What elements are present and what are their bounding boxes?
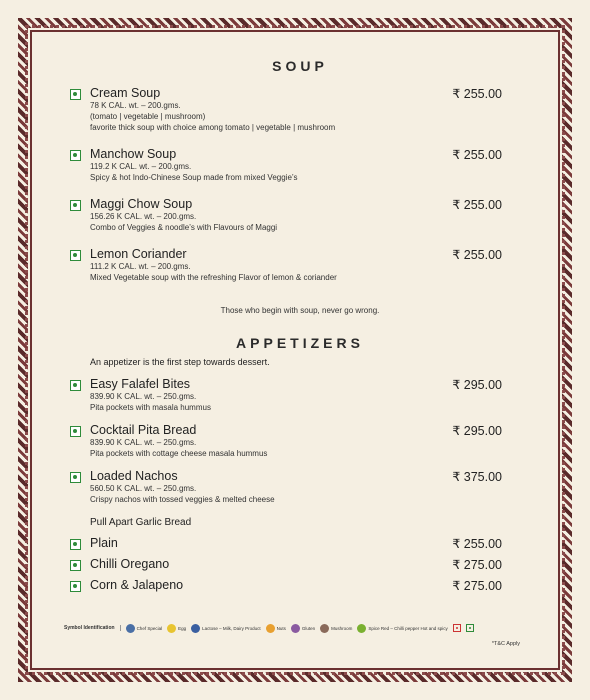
legend-label: Mushroom <box>331 625 353 631</box>
legend-gluten <box>291 624 315 633</box>
legend-spice <box>357 624 447 633</box>
menu-item <box>70 578 510 592</box>
legend-egg <box>167 624 186 633</box>
veg-icon <box>70 560 81 571</box>
item-options: (tomato | vegetable | mushroom) <box>90 112 206 121</box>
item-description: Combo of Veggies & noodle’s with Flavours of Maggi <box>90 223 278 232</box>
item-calories: 78 K CAL. wt. – 200.gms. <box>90 101 181 110</box>
item-name: Maggi Chow Soup <box>90 197 193 211</box>
item-name: Cream Soup <box>90 86 161 100</box>
menu-item <box>70 377 510 413</box>
veg-icon <box>70 380 81 391</box>
item-name: Plain <box>90 536 118 550</box>
item-price: ₹ 295.00 <box>452 378 502 392</box>
menu-item <box>70 86 510 133</box>
veg-icon <box>70 89 81 100</box>
item-name: Manchow Soup <box>90 147 177 161</box>
item-price: ₹ 255.00 <box>452 87 502 101</box>
legend-label: Gluten <box>301 625 316 631</box>
item-calories: 839.90 K CAL. wt. – 250.gms. <box>90 392 197 401</box>
veg-icon <box>70 539 81 550</box>
legend-label: Spice Red – Chilli pepper Hot and spicy <box>368 625 448 631</box>
legend-label: Lactose – Milk, Dairy Product <box>202 625 261 631</box>
appetizers-intro: An appetizer is the first step towards dessert. <box>90 357 270 367</box>
chilli-icon <box>357 624 366 633</box>
item-description: Spicy & hot Indo-Chinese Soup made from mixed Veggie’s <box>90 173 298 182</box>
item-price: ₹ 255.00 <box>452 537 502 551</box>
item-name: Lemon Coriander <box>90 247 187 261</box>
item-price: ₹ 295.00 <box>452 424 502 438</box>
menu-item <box>70 247 510 283</box>
veg-icon <box>466 624 474 632</box>
item-name: Easy Falafel Bites <box>90 377 191 391</box>
item-price: ₹ 255.00 <box>452 198 502 212</box>
legend-label: Nuts <box>276 625 286 631</box>
wheat-icon <box>291 624 300 633</box>
item-description: Pita pockets with masala hummus <box>90 403 211 412</box>
item-calories: 560.50 K CAL. wt. – 250.gms. <box>90 484 197 493</box>
item-price: ₹ 275.00 <box>452 579 502 593</box>
symbol-legend <box>64 619 526 637</box>
garlic-bread-heading: Pull Apart Garlic Bread <box>90 517 192 528</box>
item-calories: 839.90 K CAL. wt. – 250.gms. <box>90 438 197 447</box>
item-description: Mixed Vegetable soup with the refreshing Flavor of lemon & coriander <box>90 273 337 282</box>
terms-note: *T&C Apply <box>491 641 520 647</box>
item-name: Chilli Oregano <box>90 557 170 571</box>
veg-icon <box>70 150 81 161</box>
item-price: ₹ 275.00 <box>452 558 502 572</box>
menu-item <box>70 147 510 183</box>
legend-nuts <box>266 624 286 633</box>
menu-content <box>70 58 510 592</box>
chef-hat-icon <box>126 624 135 633</box>
nut-icon <box>266 624 275 633</box>
menu-item <box>70 423 510 459</box>
menu-item <box>70 469 510 505</box>
item-description: favorite thick soup with choice among tomato | vegetable | mushroom <box>90 123 336 132</box>
mushroom-icon <box>320 624 329 633</box>
item-price: ₹ 375.00 <box>452 470 502 484</box>
item-calories: 156.26 K CAL. wt. – 200.gms. <box>90 212 197 221</box>
menu-item <box>70 197 510 233</box>
legend-title: Symbol Identification <box>64 625 121 631</box>
legend-label: Chef Special <box>136 625 163 631</box>
soup-quote: Those who begin with soup, never go wrong. <box>220 306 380 315</box>
veg-icon <box>70 472 81 483</box>
veg-icon <box>70 200 81 211</box>
soup-title: SOUP <box>272 58 328 74</box>
legend-mushroom <box>320 624 352 633</box>
item-name: Loaded Nachos <box>90 469 178 483</box>
legend-lactose <box>191 624 261 633</box>
egg-icon <box>167 624 176 633</box>
item-price: ₹ 255.00 <box>452 248 502 262</box>
item-description: Crispy nachos with tossed veggies & melted cheese <box>90 495 275 504</box>
menu-item <box>70 557 510 571</box>
veg-icon <box>70 250 81 261</box>
non-veg-icon <box>453 624 461 632</box>
veg-icon <box>70 581 81 592</box>
milk-icon <box>191 624 200 633</box>
item-description: Pita pockets with cottage cheese masala hummus <box>90 449 268 458</box>
veg-icon <box>70 426 81 437</box>
item-calories: 111.2 K CAL. wt. – 200.gms. <box>90 262 191 271</box>
menu-item <box>70 536 510 550</box>
legend-chef-special <box>126 624 163 633</box>
item-name: Corn & Jalapeno <box>90 578 184 592</box>
item-calories: 119.2 K CAL. wt. – 200.gms. <box>90 162 192 171</box>
item-price: ₹ 255.00 <box>452 148 502 162</box>
appetizers-title: APPETIZERS <box>236 335 364 351</box>
item-name: Cocktail Pita Bread <box>90 423 197 437</box>
legend-label: Egg <box>178 625 187 631</box>
